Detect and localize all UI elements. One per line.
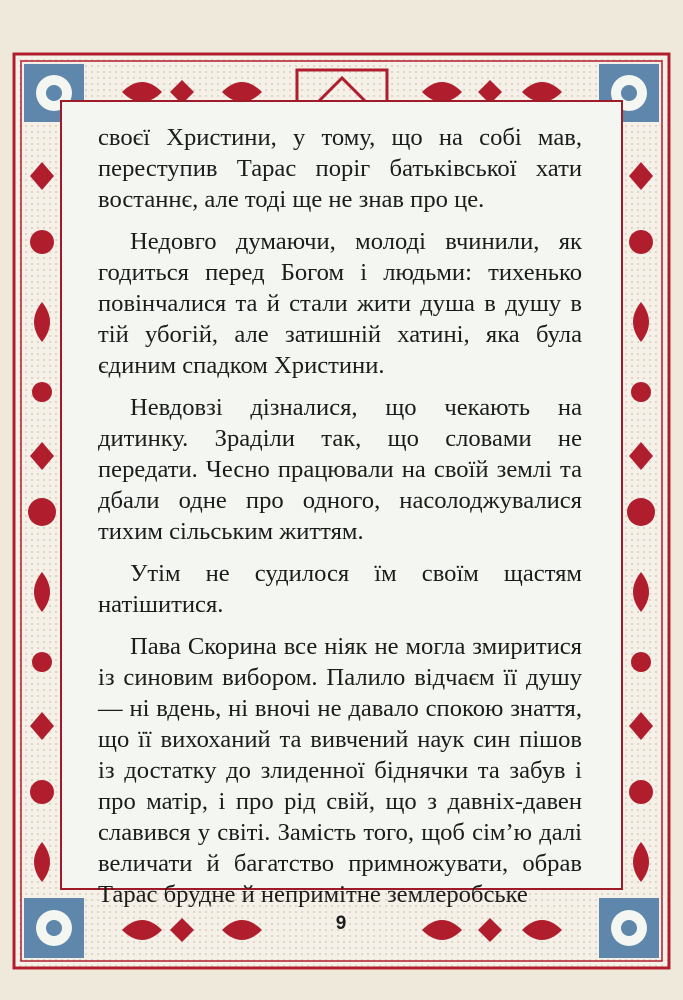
- body-text: [98, 122, 582, 921]
- corner-flower-bottom-right: [599, 898, 659, 958]
- paragraph: Невдовзі дізналися, що чекають на дитинку. Зраділи так, що словами не передати. Чесно працювали на своїй землі та дбали одне про одного, насолоджувалися тихим сільським життям.: [98, 394, 582, 545]
- paragraph: своєї Христини, у тому, що на собі мав, переступив Тарас поріг батьківської хати востаннє, але тоді ще не знав про це.: [98, 124, 582, 213]
- corner-flower-bottom-left: [24, 898, 84, 958]
- paragraph: Недовго думаючи, молоді вчинили, як годиться перед Богом і людьми: тихенько повінчалися та й стали жити душа в душу в тій убогій, але затишній хатині, яка була єдиним спадком Христини.: [98, 228, 582, 379]
- paragraph: Пава Скорина все ніяк не могла змиритися із синовим вибором. Палило відчаєм її душу — ні вдень, ні вночі не давало спокою знаття, що її вихоханий та вивчений наук син пішов із достатку до злиденної біднячки та забув і про матір, і про рід свій, що з давніх-давен славився у світі. Замість того, щоб сім’ю далі величати й багатство примножувати, обрав Тарас брудне й непримітне землеробське: [98, 633, 582, 908]
- paragraph: Утім не судилося їм своїм щастям натішитися.: [98, 560, 582, 618]
- page-number: 9: [335, 913, 347, 934]
